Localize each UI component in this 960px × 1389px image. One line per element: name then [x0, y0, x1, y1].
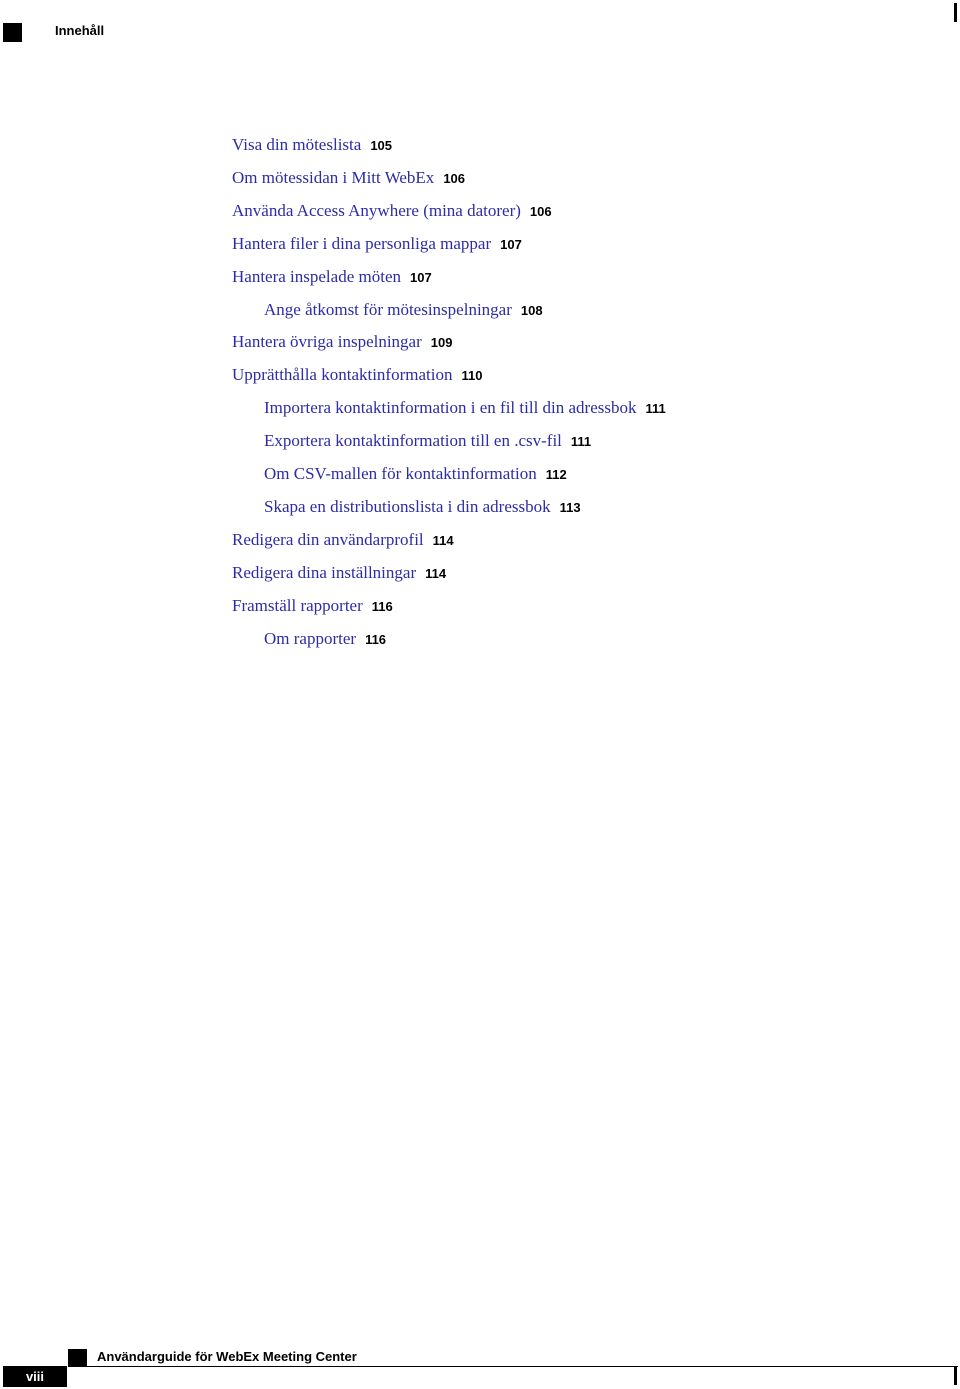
- toc-entry-link[interactable]: Redigera dina inställningar: [232, 563, 417, 582]
- toc-entry-page-number: 106: [443, 171, 466, 186]
- toc-entry-page-number: 111: [645, 401, 666, 416]
- toc-entry-link[interactable]: Upprätthålla kontaktinformation: [232, 365, 453, 384]
- toc-entry-page-number: 106: [529, 204, 552, 219]
- toc-entry-link[interactable]: Importera kontaktinformation i en fil till din adressbok: [264, 398, 637, 417]
- toc-entry[interactable]: [232, 365, 482, 385]
- top-edge-mark: [954, 3, 957, 22]
- toc-entry-link[interactable]: Om rapporter: [264, 629, 357, 648]
- toc-entry[interactable]: [232, 530, 454, 550]
- toc-entry-link[interactable]: Framställ rapporter: [232, 596, 363, 615]
- toc-entry[interactable]: [264, 398, 666, 418]
- toc-entry[interactable]: [264, 464, 567, 484]
- toc-entry[interactable]: [232, 135, 392, 155]
- toc-entry-page-number: 112: [545, 467, 567, 482]
- toc-entry-link[interactable]: Om mötessidan i Mitt WebEx: [232, 168, 435, 187]
- toc-entry-page-number: 116: [371, 599, 393, 614]
- toc-entry-page-number: 109: [430, 335, 453, 350]
- toc-entry-page-number: 116: [365, 632, 387, 647]
- toc-entry[interactable]: [232, 201, 552, 221]
- toc-entry-link[interactable]: Hantera övriga inspelningar: [232, 332, 422, 351]
- toc-entry[interactable]: [232, 267, 432, 287]
- toc-entry-link[interactable]: Visa din möteslista: [232, 135, 362, 154]
- toc-entry-link[interactable]: Hantera inspelade möten: [232, 267, 401, 286]
- toc-entry[interactable]: [232, 168, 465, 188]
- toc-entry[interactable]: [264, 300, 543, 320]
- toc-entry-link[interactable]: Hantera filer i dina personliga mappar: [232, 234, 492, 253]
- toc-entry-page-number: 105: [370, 138, 393, 153]
- header-title: Innehåll: [55, 23, 105, 38]
- footer-rule: [68, 1366, 958, 1367]
- toc-entry[interactable]: [264, 629, 386, 649]
- toc-entry-link[interactable]: Använda Access Anywhere (mina datorer): [232, 201, 521, 220]
- toc-entry-page-number: 114: [432, 533, 454, 548]
- toc-entry-page-number: 107: [500, 237, 522, 252]
- toc-entry-link[interactable]: Om CSV-mallen för kontaktinformation: [264, 464, 537, 483]
- header-marker-block: [3, 23, 22, 42]
- footer-page-number: viii: [3, 1366, 67, 1387]
- toc-entry-page-number: 110: [461, 368, 483, 383]
- toc-entry[interactable]: [232, 234, 522, 254]
- toc-entry-link[interactable]: Redigera din användarprofil: [232, 530, 424, 549]
- toc-entry[interactable]: [232, 332, 452, 352]
- toc-entry-link[interactable]: Skapa en distributionslista i din adressbok: [264, 497, 551, 516]
- toc-entry[interactable]: [232, 596, 393, 616]
- toc-entry-page-number: 113: [559, 500, 581, 515]
- toc-entry-page-number: 114: [425, 566, 447, 581]
- footer-marker-block: [68, 1349, 87, 1366]
- toc-entry-link[interactable]: Exportera kontaktinformation till en .csv-fil: [264, 431, 562, 450]
- toc-entry[interactable]: [264, 431, 591, 451]
- toc-entry[interactable]: [232, 563, 446, 583]
- toc-entry-link[interactable]: Ange åtkomst för mötesinspelningar: [264, 300, 512, 319]
- footer-document-title: Användarguide för WebEx Meeting Center: [97, 1349, 357, 1364]
- toc-entry-page-number: 107: [410, 270, 432, 285]
- toc-entry-page-number: 111: [570, 434, 592, 449]
- bottom-edge-mark: [954, 1366, 957, 1385]
- toc-entry-page-number: 108: [520, 303, 543, 318]
- toc-entry[interactable]: [264, 497, 581, 517]
